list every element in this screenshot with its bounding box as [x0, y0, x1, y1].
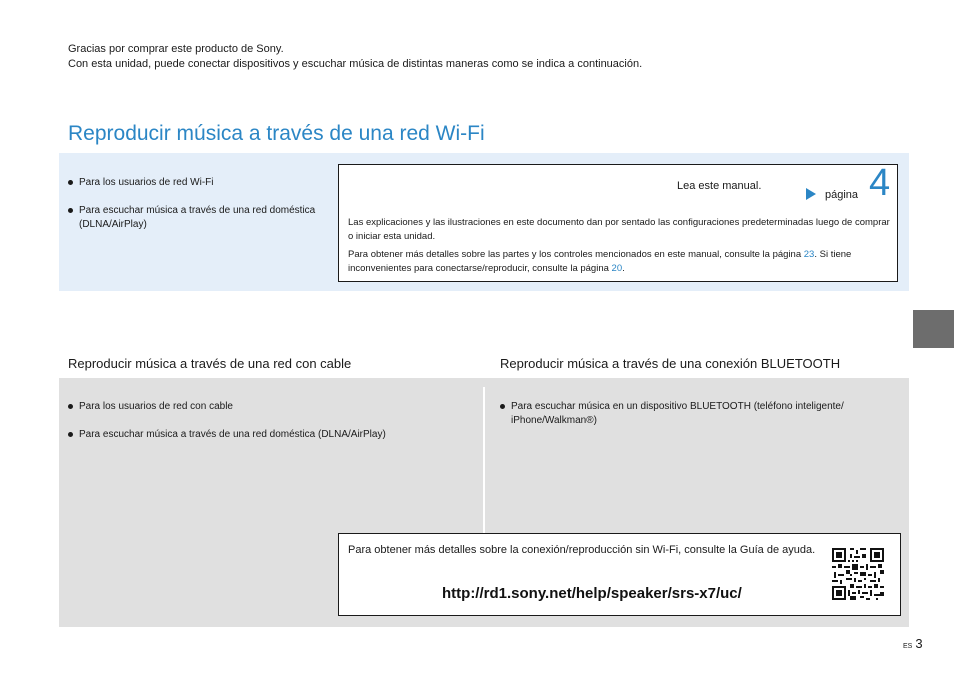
page-link-20[interactable]: 20	[611, 263, 623, 274]
help-url-link[interactable]: http://rd1.sony.net/help/speaker/srs-x7/uc/	[442, 585, 742, 602]
wifi-bullet-2: Para escuchar música a través de una red doméstica (DLNA/AirPlay)	[68, 204, 323, 232]
section-side-tab	[913, 310, 954, 348]
page-word: página	[825, 189, 859, 201]
help-guide-box	[338, 533, 901, 616]
intro-line-1: Gracias por comprar este producto de Sony.	[68, 43, 284, 55]
page-footer	[903, 636, 923, 651]
note-paragraph-1: Las explicaciones y las ilustraciones en este documento dan por sentado las configuraciones predeterminadas luego de comprar o iniciar esta unidad.	[348, 217, 890, 242]
note-paragraph-2-a: Para obtener más detalles sobre las partes y los controles mencionados en este manual, consulte la página	[348, 249, 804, 260]
help-text: Para obtener más detalles sobre la conexión/reproducción sin Wi-Fi, consulte la Guía de ayuda.	[348, 544, 816, 556]
wifi-bullet-list	[68, 176, 323, 246]
bluetooth-bullet-1: Para escuchar música en un dispositivo BLUETOOTH (teléfono inteligente/ iPhone/Walkman®)	[500, 400, 900, 428]
wired-bluetooth-panel	[59, 378, 909, 627]
page-reference-number: 4	[869, 162, 891, 204]
wifi-panel	[59, 153, 909, 291]
wifi-heading: Reproducir música a través de una red Wi-Fi	[68, 122, 485, 145]
qr-code-icon[interactable]	[832, 548, 884, 600]
language-code: ES	[903, 643, 913, 650]
wired-bullet-list	[68, 400, 468, 456]
note-paragraph-2-c: .	[622, 263, 625, 274]
bluetooth-bullet-list	[500, 400, 900, 442]
page-link-23[interactable]: 23	[803, 249, 815, 260]
triangle-right-icon	[806, 188, 816, 200]
wired-bullet-1: Para los usuarios de red con cable	[68, 400, 468, 414]
manual-note-box	[338, 164, 898, 282]
wired-bullet-2: Para escuchar música a través de una red doméstica (DLNA/AirPlay)	[68, 428, 468, 442]
wired-heading: Reproducir música a través de una red con cable	[68, 356, 352, 371]
read-manual-label: Lea este manual.	[677, 180, 762, 192]
note-paragraph-2-b: . Si tiene inconvenientes para conectarse/reproducir, consulte la página	[348, 249, 852, 274]
wifi-bullet-1: Para los usuarios de red Wi-Fi	[68, 176, 323, 190]
intro-text	[68, 42, 642, 72]
note-paragraph-2	[348, 248, 893, 276]
note-text	[348, 216, 893, 280]
page-number: 3	[915, 636, 923, 651]
intro-line-2: Con esta unidad, puede conectar dispositivos y escuchar música de distintas maneras como se indica a continuación.	[68, 58, 643, 70]
bluetooth-heading: Reproducir música a través de una conexión BLUETOOTH	[500, 356, 841, 371]
